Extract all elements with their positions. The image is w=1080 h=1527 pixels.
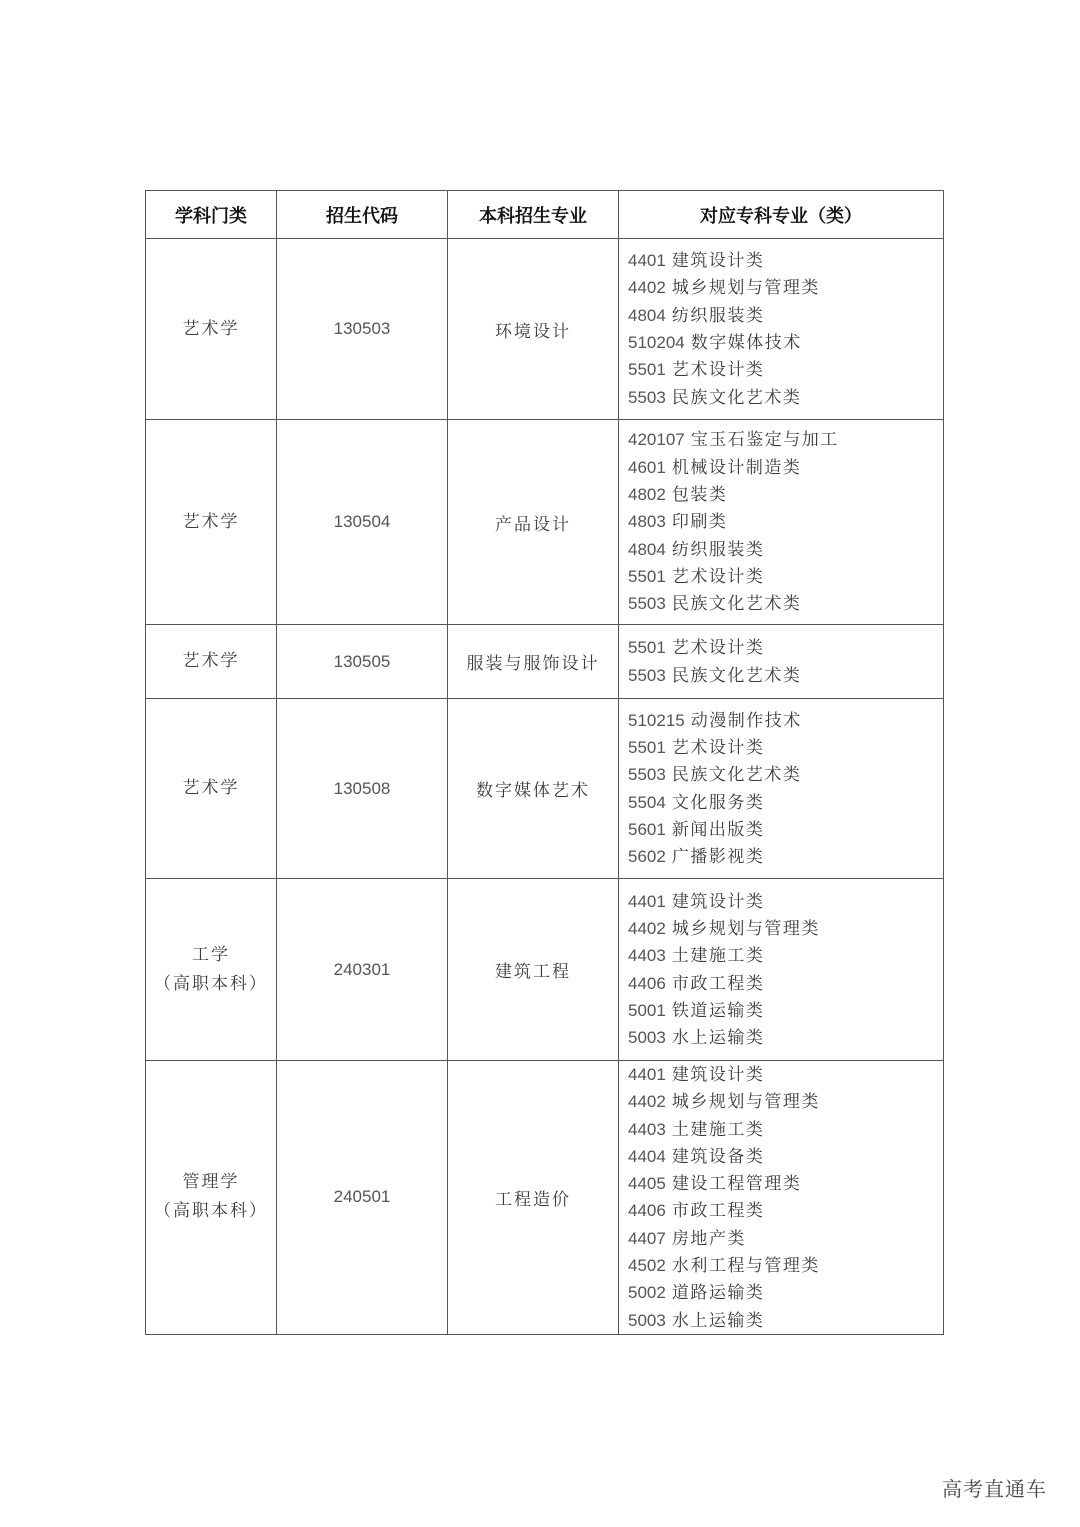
related-major-name: 民族文化艺术类 (671, 765, 802, 786)
related-major-name: 动漫制作技术 (690, 710, 802, 731)
related-major-item (628, 1252, 943, 1279)
category-text: 工学 (192, 944, 230, 965)
header-code: 招生代码 (277, 191, 448, 239)
related-major-name: 艺术设计类 (671, 737, 765, 758)
related-major-item (628, 662, 943, 689)
header-category: 学科门类 (146, 191, 277, 239)
related-major-item (628, 997, 943, 1024)
related-major-name: 数字媒体技术 (690, 333, 802, 353)
table-row (146, 1061, 944, 1335)
related-majors-cell (619, 1061, 944, 1335)
related-major-code: 4403 (628, 946, 666, 966)
header-major: 本科招生专业 (448, 191, 619, 239)
table-row (146, 239, 944, 420)
category-text: （高职本科） (154, 973, 268, 994)
related-major-code: 4406 (628, 973, 666, 993)
related-major-item (628, 563, 943, 590)
related-major-code: 5504 (628, 792, 666, 812)
related-major-name: 土建施工类 (671, 1119, 765, 1140)
related-major-name: 建筑设计类 (671, 891, 765, 912)
table-row (146, 625, 944, 699)
related-major-name: 城乡规划与管理类 (671, 278, 820, 299)
related-major-code: 4803 (628, 512, 666, 532)
related-major-item (628, 329, 943, 356)
related-major-item (628, 1061, 943, 1088)
related-major-code: 5002 (628, 1283, 666, 1303)
related-major-item (628, 707, 943, 734)
related-major-item (628, 247, 943, 274)
related-majors-cell (619, 625, 944, 699)
related-major-item (628, 274, 943, 301)
related-major-code: 5601 (628, 819, 666, 839)
major-cell: 环境设计 (448, 239, 619, 420)
majors-table (145, 190, 944, 1335)
category-cell (146, 699, 277, 879)
related-major-code: 4405 (628, 1174, 666, 1194)
related-major-item (628, 1088, 943, 1115)
related-major-code: 5503 (628, 387, 666, 407)
related-major-name: 市政工程类 (671, 973, 765, 994)
major-cell: 产品设计 (448, 420, 619, 625)
related-major-code: 420107 (628, 430, 685, 450)
related-major-code: 4407 (628, 1228, 666, 1248)
related-major-name: 民族文化艺术类 (671, 665, 802, 686)
related-major-item (628, 384, 943, 411)
category-cell (146, 625, 277, 699)
related-major-code: 5501 (628, 737, 666, 757)
related-major-code: 5501 (628, 638, 666, 658)
code-cell: 130504 (277, 420, 448, 625)
related-major-item (628, 970, 943, 997)
related-majors-cell (619, 879, 944, 1061)
related-major-code: 4404 (628, 1146, 666, 1166)
related-major-item (628, 536, 943, 563)
related-major-code: 4401 (628, 251, 666, 271)
category-text: 管理学 (182, 1172, 240, 1193)
related-major-item (628, 1279, 943, 1306)
category-cell (146, 420, 277, 625)
related-major-item (628, 590, 943, 617)
related-major-code: 510204 (628, 333, 685, 352)
related-major-item (628, 481, 943, 508)
related-major-code: 4401 (628, 1065, 666, 1084)
related-major-name: 机械设计制造类 (671, 457, 802, 478)
related-major-item (628, 426, 943, 453)
related-major-code: 4406 (628, 1201, 666, 1221)
table-row (146, 879, 944, 1061)
related-major-code: 4804 (628, 305, 666, 325)
related-major-item (628, 942, 943, 969)
related-major-name: 水上运输类 (671, 1028, 765, 1049)
related-major-name: 纺织服装类 (671, 305, 765, 326)
related-majors-cell (619, 420, 944, 625)
watermark-text: 高考直通车 (942, 1477, 1047, 1501)
code-cell: 240501 (277, 1061, 448, 1335)
code-cell: 240301 (277, 879, 448, 1061)
related-majors-cell (619, 699, 944, 879)
related-major-name: 水利工程与管理类 (671, 1256, 820, 1277)
related-major-name: 建筑设备类 (671, 1146, 765, 1167)
table-row (146, 420, 944, 625)
category-text: 艺术学 (182, 778, 240, 798)
related-major-item (628, 1116, 943, 1143)
related-major-name: 宝玉石鉴定与加工 (690, 430, 839, 451)
related-major-code: 5501 (628, 360, 666, 380)
related-major-name: 土建施工类 (671, 946, 765, 967)
category-cell (146, 1061, 277, 1335)
category-text: （高职本科） (154, 1201, 268, 1222)
related-major-code: 4402 (628, 918, 666, 938)
related-major-name: 新闻出版类 (671, 819, 765, 840)
related-major-code: 4502 (628, 1256, 666, 1276)
related-major-name: 纺织服装类 (671, 539, 765, 560)
related-major-name: 包装类 (671, 485, 728, 506)
related-major-code: 4601 (628, 457, 666, 477)
related-major-code: 4403 (628, 1119, 666, 1139)
related-major-item (628, 508, 943, 535)
category-text: 艺术学 (182, 511, 240, 532)
related-major-code: 5602 (628, 847, 666, 867)
related-major-code: 5003 (628, 1028, 666, 1048)
related-major-item (628, 915, 943, 942)
related-major-code: 510215 (628, 710, 685, 730)
related-major-item (628, 734, 943, 761)
related-major-item (628, 454, 943, 481)
related-major-item (628, 1197, 943, 1224)
related-major-item (628, 356, 943, 383)
related-major-code: 4802 (628, 485, 666, 505)
related-major-name: 印刷类 (671, 512, 728, 533)
related-major-name: 文化服务类 (671, 792, 765, 813)
related-major-name: 道路运输类 (671, 1283, 765, 1304)
related-majors-cell (619, 239, 944, 420)
related-major-name: 城乡规划与管理类 (671, 918, 820, 939)
related-major-item (628, 1225, 943, 1252)
related-major-name: 铁道运输类 (671, 1000, 765, 1021)
related-major-item (628, 843, 943, 870)
related-major-name: 广播影视类 (671, 847, 765, 868)
related-major-item (628, 302, 943, 329)
related-major-code: 5503 (628, 765, 666, 785)
major-cell: 服装与服饰设计 (448, 625, 619, 699)
related-major-code: 5503 (628, 594, 666, 614)
table-row (146, 699, 944, 879)
related-major-name: 民族文化艺术类 (671, 387, 802, 408)
code-cell: 130508 (277, 699, 448, 879)
code-cell: 130505 (277, 625, 448, 699)
related-major-code: 4402 (628, 278, 666, 298)
related-major-item (628, 888, 943, 915)
related-major-item (628, 634, 943, 661)
related-major-code: 5503 (628, 665, 666, 685)
related-major-name: 水上运输类 (671, 1310, 765, 1331)
category-cell (146, 879, 277, 1061)
major-cell: 数字媒体艺术 (448, 699, 619, 879)
related-major-name: 艺术设计类 (671, 638, 765, 659)
related-major-item (628, 761, 943, 788)
related-major-name: 建筑设计类 (671, 251, 765, 272)
code-cell: 130503 (277, 239, 448, 420)
major-cell: 建筑工程 (448, 879, 619, 1061)
related-major-code: 4804 (628, 539, 666, 559)
related-major-code: 5501 (628, 566, 666, 586)
related-major-name: 艺术设计类 (671, 566, 765, 587)
major-cell: 工程造价 (448, 1061, 619, 1335)
category-text: 艺术学 (182, 651, 240, 671)
related-major-name: 房地产类 (671, 1228, 746, 1249)
related-major-item (628, 1143, 943, 1170)
related-major-name: 建筑设计类 (671, 1065, 765, 1085)
related-major-name: 民族文化艺术类 (671, 594, 802, 615)
related-major-code: 4402 (628, 1092, 666, 1112)
related-major-item (628, 816, 943, 843)
related-major-code: 5001 (628, 1000, 666, 1020)
category-text: 艺术学 (182, 318, 240, 339)
related-major-item (628, 789, 943, 816)
category-cell (146, 239, 277, 420)
related-major-code: 5003 (628, 1310, 666, 1330)
related-major-name: 城乡规划与管理类 (671, 1092, 820, 1113)
table-header-row (146, 191, 944, 239)
header-related: 对应专科专业（类） (619, 191, 944, 239)
related-major-name: 艺术设计类 (671, 360, 765, 381)
related-major-name: 市政工程类 (671, 1201, 765, 1222)
related-major-code: 4401 (628, 891, 666, 911)
related-major-item (628, 1170, 943, 1197)
related-major-name: 建设工程管理类 (671, 1174, 802, 1195)
related-major-item (628, 1024, 943, 1051)
related-major-item (628, 1307, 943, 1334)
